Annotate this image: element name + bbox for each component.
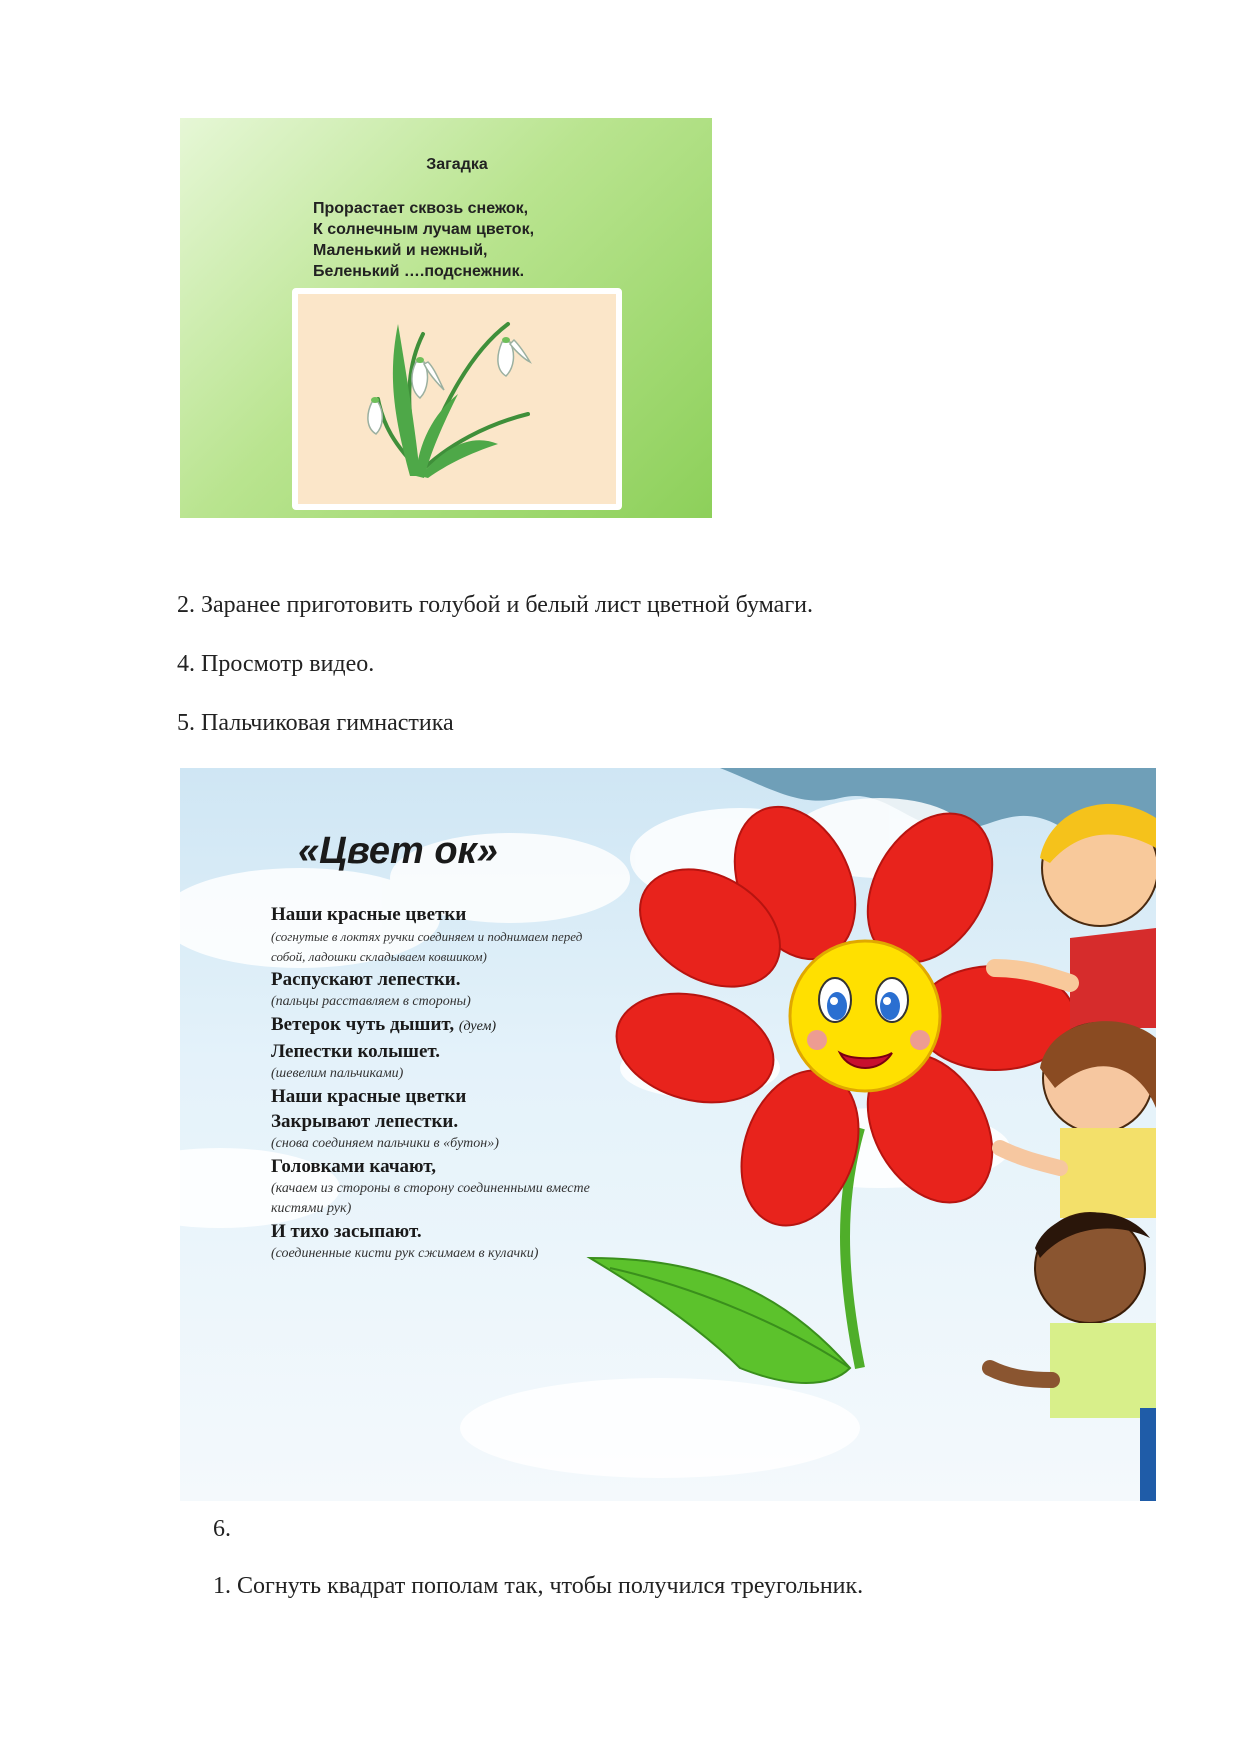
poem-line: Ветерок чуть дышит,: [271, 1014, 455, 1035]
riddle-line: Прорастает сквозь снежок,: [313, 200, 529, 217]
poem-title: «Цвет ок»: [298, 830, 498, 872]
finger-gymnastics-poster: [180, 768, 1156, 1501]
riddle-line: К солнечным лучам цветок,: [313, 221, 535, 238]
riddle-line: Маленький и нежный,: [313, 242, 488, 259]
poem-note: (согнутые в локтях ручки соединяем и поднимаем перед собой, ладошки складываем ковшиком): [271, 929, 583, 964]
children-illustration: [990, 804, 1156, 1501]
fold-step-1-text: 1. Согнуть квадрат пополам так, чтобы получился треугольник.: [213, 1573, 864, 1599]
poem-note: (соединенные кисти рук сжимаем в кулачки): [271, 1246, 539, 1261]
step-5-text: 5. Пальчиковая гимнастика: [177, 710, 454, 736]
poem-line: Закрывают лепестки.: [271, 1111, 459, 1132]
flower-leaf: [590, 1258, 850, 1383]
poem-note: (снова соединяем пальчики в «бутон»): [271, 1136, 499, 1151]
poem-line: Наши красные цветки: [271, 1086, 467, 1107]
poem-line: И тихо засыпают.: [271, 1221, 422, 1242]
poem-note: (качаем из стороны в сторону соединенными вместе кистями рук): [271, 1181, 590, 1216]
poem-line-with-note: [271, 1012, 601, 1039]
poem-line: Наши красные цветки: [271, 904, 467, 925]
step-4-text: 4. Просмотр видео.: [177, 651, 375, 677]
poem-line: Головками качают,: [271, 1156, 436, 1177]
riddle-text: [313, 198, 534, 282]
poem-note: (пальцы расставляем в стороны): [271, 994, 471, 1009]
poem-note: (дуем): [458, 1019, 497, 1034]
poem-line: Распускают лепестки.: [271, 969, 461, 990]
poem-text: [271, 902, 601, 1264]
poem-note: (шевелим пальчиками): [271, 1066, 404, 1081]
riddle-line: Беленький ….подснежник.: [313, 263, 525, 280]
riddle-title: Загадка: [426, 156, 488, 173]
step-2-text: 2. Заранее приготовить голубой и белый лист цветной бумаги.: [177, 592, 814, 618]
snowdrop-illustration: [298, 294, 616, 504]
step-6-text: 6.: [213, 1516, 231, 1542]
poem-line: Лепестки колышет.: [271, 1041, 441, 1062]
riddle-slide-image: [180, 118, 712, 518]
snowdrop-card: [292, 288, 622, 510]
